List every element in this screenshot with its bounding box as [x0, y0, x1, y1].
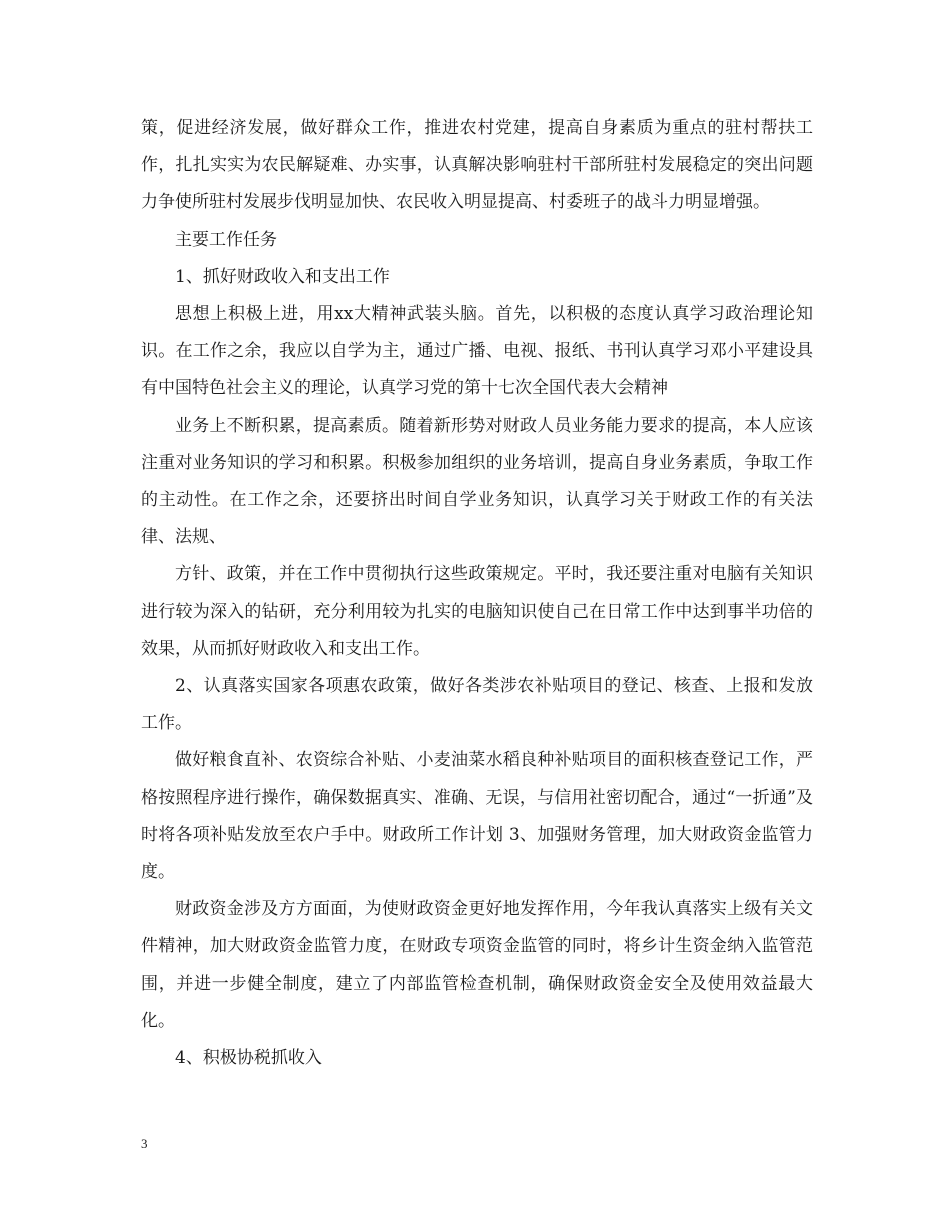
paragraph-6: 方针、政策，并在工作中贯彻执行这些政策规定。平时，我还要注重对电脑有关知识进行较为深入的钻研，充分利用较为扎实的电脑知识使自己在日常工作中达到事半功倍的效果，从而抓好财政收入和支出工作。 — [141, 564, 813, 659]
paragraph-5: 业务上不断积累，提高素质。随着新形势对财政人员业务能力要求的提高，本人应该注重对业务知识的学习和积累。积极参加组织的业务培训，提高自身业务素质，争取工作的主动性。在工作之余，还要挤出时间自学业务知识，认真学习关于财政工作的有关法律、法规、 — [141, 415, 813, 548]
paragraph-4: 思想上积极上进，用xx大精神武装头脑。首先，以积极的态度认真学习政治理论知识。在工作之余，我应以自学为主，通过广播、电视、报纸、书刊认真学习邓小平建设具有中国特色社会主义的理论，认真学习党的第十七次全国代表大会精神 — [141, 304, 813, 399]
paragraph-7: 2、认真落实国家各项惠农政策，做好各类涉农补贴项目的登记、核查、上报和发放工作。 — [141, 676, 813, 734]
document-body — [141, 110, 813, 1077]
paragraph-3: 1、抓好财政收入和支出工作 — [175, 266, 390, 287]
paragraph-10: 4、积极协税抓收入 — [175, 1048, 322, 1069]
paragraph-9: 财政资金涉及方方面面，为使财政资金更好地发挥作用，今年我认真落实上级有关文件精神，加大财政资金监管力度，在财政专项资金监管的同时，将乡计生资金纳入监管范围，并进一步健全制度，建立了内部监管检查机制，确保财政资金安全及使用效益最大化。 — [141, 899, 813, 1031]
paragraph-2: 主要工作任务 — [175, 229, 277, 250]
page-number: 3 — [141, 1136, 148, 1151]
paragraph-8: 做好粮食直补、农资综合补贴、小麦油菜水稻良种补贴项目的面积核查登记工作，严格按照程序进行操作，确保数据真实、准确、无误，与信用社密切配合，通过“一折通”及时将各项补贴发放至农户手中。财政所工作计划 3、加强财务管理，加大财政资金监管力度。 — [141, 750, 813, 883]
paragraph-1: 策，促进经济发展，做好群众工作，推进农村党建，提高自身素质为重点的驻村帮扶工作，扎扎实实为农民解疑难、办实事，认真解决影响驻村干部所驻村发展稳定的突出问题力争使所驻村发展步伐明显加快、农民收入明显提高、村委班子的战斗力明显增强。 — [141, 118, 813, 213]
